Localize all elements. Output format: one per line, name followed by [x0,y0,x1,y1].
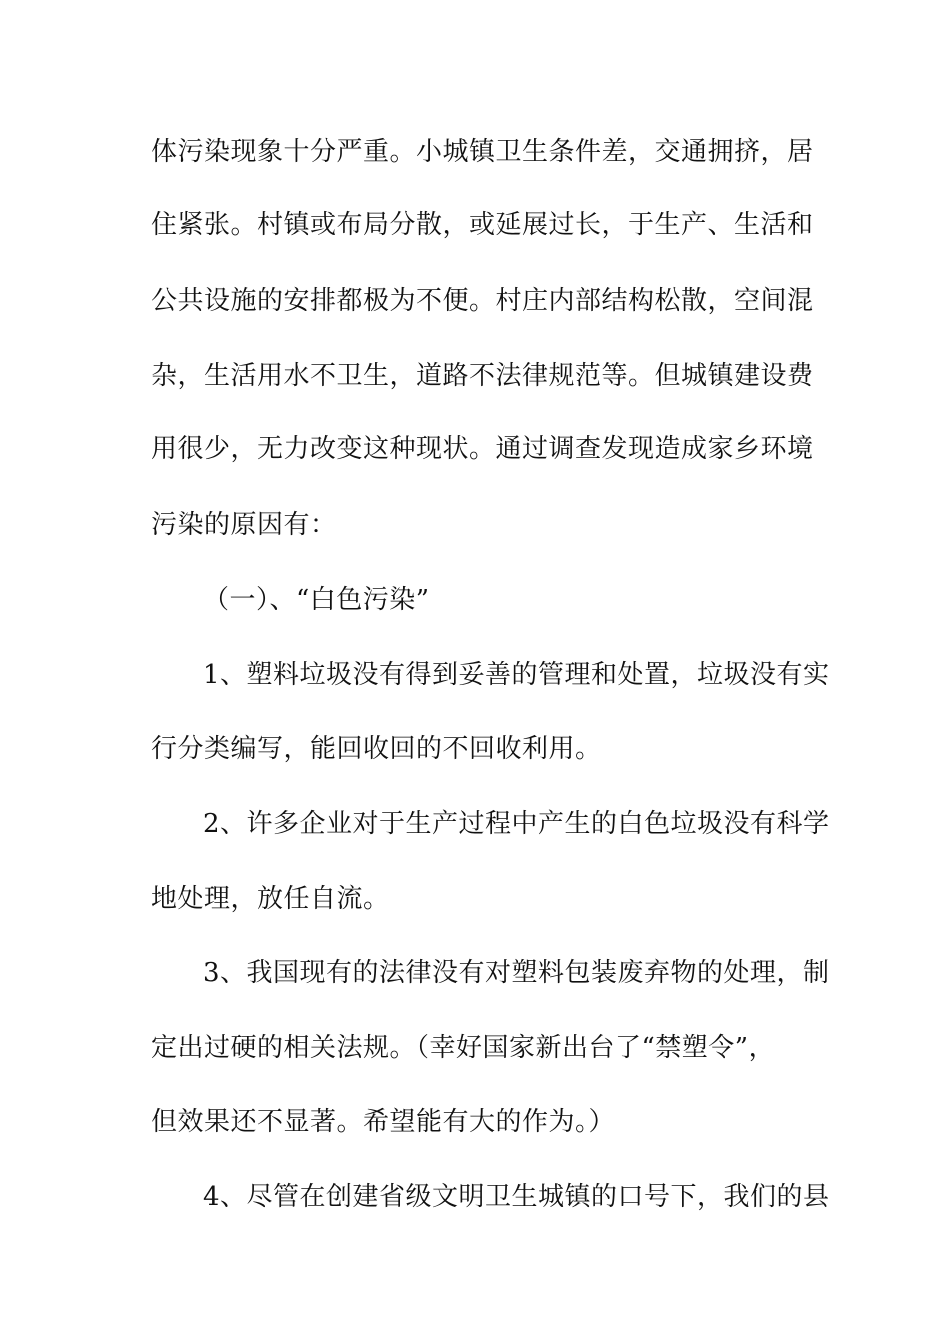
text-line: 体污染现象十分严重。小城镇卫生条件差，交通拥挤，居 [151,137,814,167]
text-line: 污染的原因有： [151,510,337,540]
text-line: 用很少，无力改变这种现状。通过调查发现造成家乡环境 [151,434,814,464]
text-line: 杂，生活用水不卫生，道路不法律规范等。但城镇建设费 [151,361,814,391]
text-line: 地处理，放任自流。 [151,884,390,914]
section-heading: （一）、“白色污染” [203,585,430,615]
text-line: 定出过硬的相关法规。（幸好国家新出台了“禁塑令”， [151,1033,776,1063]
text-line: 但效果还不显著。希望能有大的作为。） [151,1107,616,1137]
text-line: 行分类编写，能回收回的不回收利用。 [151,734,602,764]
text-line: 住紧张。村镇或布局分散，或延展过长，于生产、生活和 [151,210,814,240]
text-line: 1、塑料垃圾没有得到妥善的管理和处置，垃圾没有实 [203,660,830,690]
text-line: 公共设施的安排都极为不便。村庄内部结构松散，空间混 [151,286,814,316]
text-line: 2、许多企业对于生产过程中产生的白色垃圾没有科学 [203,809,830,839]
text-line: 3、我国现有的法律没有对塑料包装废弃物的处理，制 [203,958,830,988]
text-line: 4、尽管在创建省级文明卫生城镇的口号下，我们的县 [203,1182,830,1212]
